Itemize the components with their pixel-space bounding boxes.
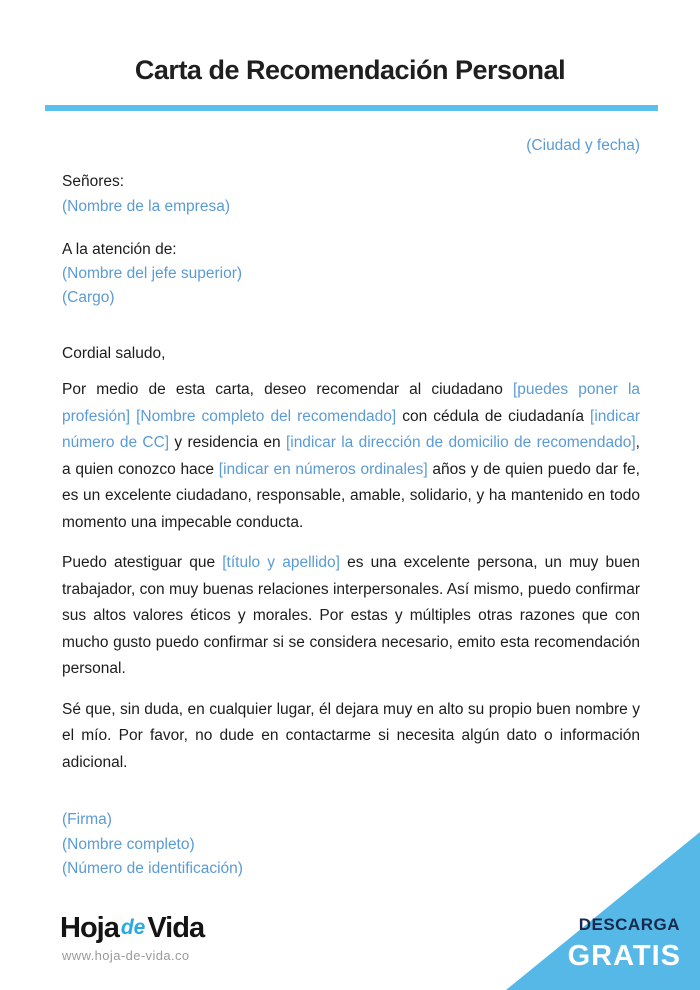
signature-placeholder: (Firma)	[62, 811, 112, 828]
website-url: www.hoja-de-vida.co	[62, 948, 190, 963]
page-title: Carta de Recomendación Personal	[134, 55, 566, 85]
letter-body	[62, 136, 640, 882]
title-divider	[45, 105, 658, 111]
date-placeholder: (Ciudad y fecha)	[526, 137, 640, 154]
placeholder-text: [Nombre completo del recomendado]	[136, 407, 397, 425]
placeholder-text: [título y apellido]	[222, 554, 340, 571]
attention-block	[62, 238, 640, 310]
download-label[interactable]: DESCARGA	[578, 915, 680, 934]
logo-word-vida: Vida	[147, 912, 205, 944]
placeholder-text: [puedes poner la profesión]	[62, 381, 641, 425]
paragraph-3: Sé que, sin duda, en cualquier lugar, él dejara muy en alto su propio buen nombre y el mío. Por favor, no dude en contactarme si necesita algún dato o información adicional.	[62, 700, 640, 771]
gratis-label[interactable]: GRATIS	[567, 940, 681, 972]
placeholder-text: [indicar en números ordinales]	[218, 460, 428, 478]
role-placeholder: (Cargo)	[62, 289, 115, 306]
recipient-label: Señores:	[62, 173, 125, 190]
fullname-placeholder: (Nombre completo)	[62, 835, 195, 853]
greeting: Cordial saludo,	[62, 345, 166, 362]
company-placeholder: (Nombre de la empresa)	[62, 198, 230, 215]
logo-word-de: de	[120, 916, 146, 939]
hoja-de-vida-logo	[60, 911, 204, 948]
boss-name-placeholder: (Nombre del jefe superior)	[62, 265, 243, 282]
logo-word-hoja: Hoja	[60, 912, 119, 944]
attention-label: A la atención de:	[62, 241, 177, 258]
paragraph-1: Por medio de esta carta, deseo recomendar al ciudadano [puedes poner la profesión] [Nombre completo del recomendado] con cédula de ciudadanía [indicar número de CC] y residencia en [indicar la dirección de domicilio de recomendado], a quien conozco hace [indicar en números ordinales] años y de quien puedo dar fe, es un excelente ciudadano, responsable, amable, solidario, y ha mantenido en todo momento una impecable conducta.	[62, 381, 641, 531]
id-number-placeholder: (Número de identificación)	[62, 860, 243, 877]
recipient-block	[62, 169, 640, 219]
signature-block	[62, 808, 640, 882]
placeholder-text: [indicar la dirección de domicilio de recomendado]	[285, 434, 636, 451]
placeholder-text: [indicar número de CC]	[62, 407, 640, 451]
paragraph-2: Puedo atestiguar que [título y apellido] es una excelente persona, un muy buen trabajador, con muy buenas relaciones interpersonales. Así mismo, puedo confirmar sus altos valores éticos y morales. Por estas y múltiples otras razones que con mucho gusto puedo confirmar si se considera necesario, emito esta recomendación personal.	[62, 554, 640, 677]
